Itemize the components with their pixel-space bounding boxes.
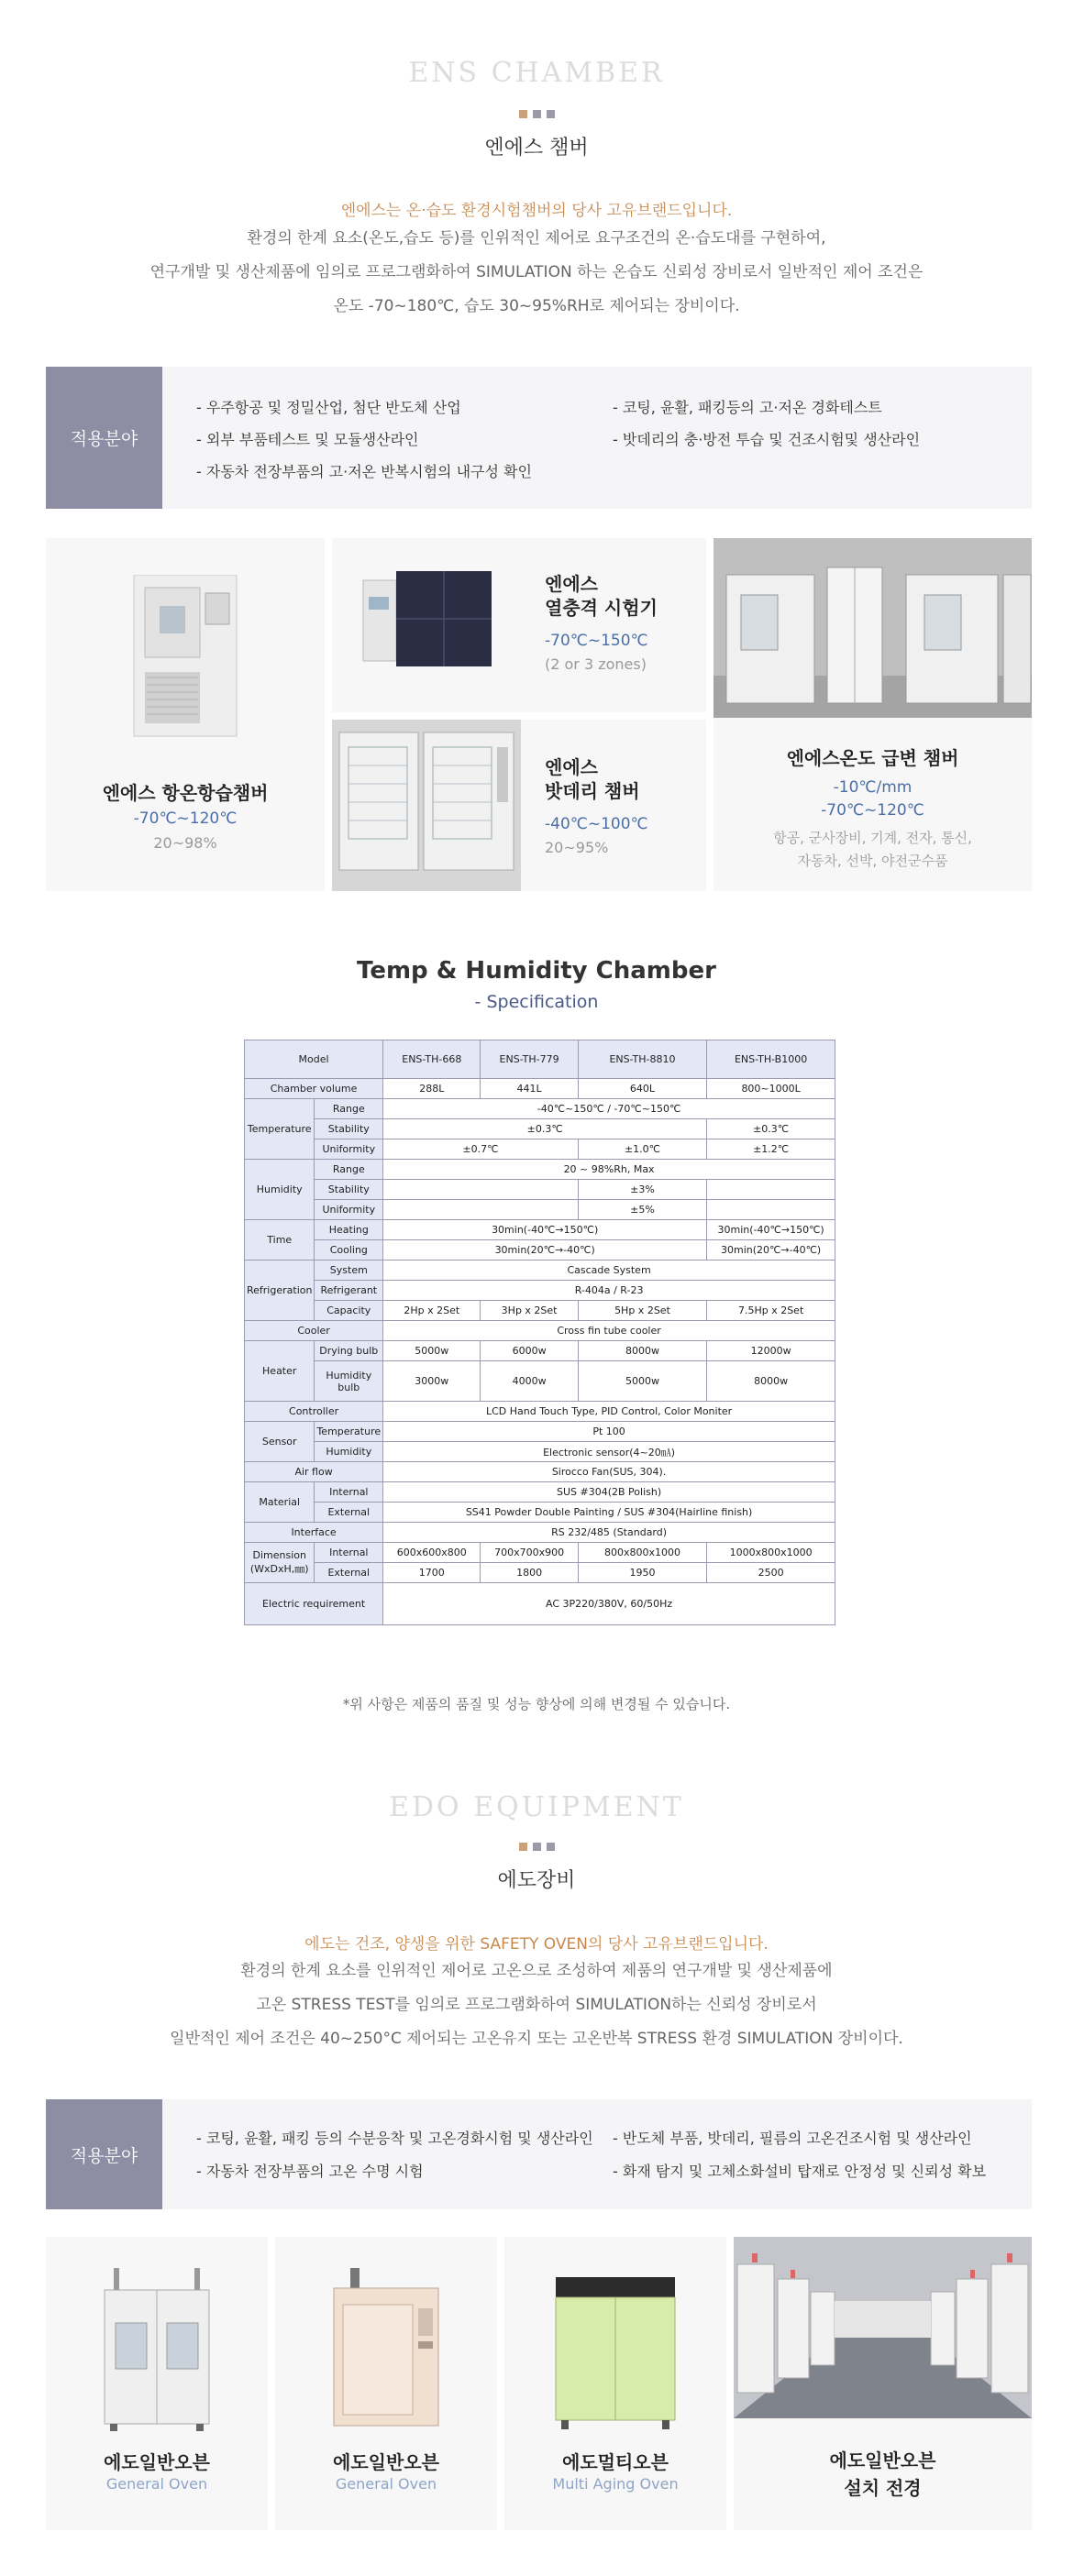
table-row: Refrigerant R-404a / R-23 (245, 1281, 835, 1301)
spec-footnote: *위 사항은 제품의 품질 및 성능 향상에 의해 변경될 수 있습니다. (342, 1696, 731, 1712)
table-row: Humidity bulb 3000w 4000w 5000w 8000w (245, 1361, 835, 1402)
card-title-line1: 엔에스 (545, 756, 598, 778)
table-row: Sensor Temperature Pt 100 (245, 1422, 835, 1442)
card-temperature: -40℃~100℃ (545, 815, 648, 833)
ens-application-box (46, 367, 1032, 509)
product-card-general-oven[interactable] (275, 2237, 497, 2530)
table-row: Time Heating 30min(-40℃→150℃) 30min(-40℃→150℃) (245, 1220, 835, 1240)
title-dots (0, 110, 1073, 118)
table-row: Uniformity ±0.7℃ ±1.0℃ ±1.2℃ (245, 1139, 835, 1160)
title-dots (0, 1843, 1073, 1851)
edo-lead: 에도는 건조, 양생을 위한 SAFETY OVEN의 당사 고유브랜드입니다. (304, 1935, 769, 1954)
application-label: 적용분야 (46, 2099, 162, 2209)
table-row: Air flow Sirocco Fan(SUS, 304). (245, 1462, 835, 1482)
spec-subtitle: - Specification (474, 992, 599, 1012)
card-temperature: -70℃~150℃ (545, 632, 648, 650)
card-applications: 자동차, 선박, 야전군수품 (797, 853, 948, 869)
card-temperature: -70℃~120℃ (821, 801, 924, 820)
table-row: Controller LCD Hand Touch Type, PID Control, Color Moniter (245, 1402, 835, 1422)
product-card-humidity-chamber[interactable] (46, 538, 325, 891)
edo-section-subtitle: 에도장비 (497, 1869, 576, 1892)
ens-description: 환경의 한계 요소(온도,습도 등)를 인위적인 제어로 요구조건의 온·습도대를 구현하여, 연구개발 및 생산제품에 임의로 프로그램화하여 SIMULATION 하는 온습도 신뢰성 장비로서 일반적인 제어 조건은 온도 -70~180℃, 습도 30~95%RH로 제어되는 장비이다. (149, 229, 924, 315)
rapid-chamber-image (713, 538, 1032, 718)
ens-section-title: ENS CHAMBER (408, 57, 665, 89)
application-item: - 외부 부품테스트 및 모듈생산라인 (196, 431, 419, 448)
product-card-thermal-shock[interactable] (332, 538, 706, 712)
edo-description: 환경의 한계 요소를 인위적인 제어로 고온으로 조성하여 제품의 연구개발 및 생산제품에 고온 STRESS TEST를 임의로 프로그램화하여 SIMULATION하는 신뢰성 장비로서 일반적인 제어 조건은 40~250°C 제어되는 고온유지 또는 고온반복 STRESS 환경 SIMULATION 장비이다. (170, 1962, 903, 2048)
product-card-installation-view[interactable] (734, 2237, 1032, 2530)
table-row: Capacity 2Hp x 2Set 3Hp x 2Set 5Hp x 2Set 7.5Hp x 2Set (245, 1301, 835, 1321)
card-title: 엔에스온도 급변 챔버 (786, 747, 959, 769)
application-item: - 자동차 전장부품의 고온 수명 시험 (196, 2163, 424, 2180)
edo-section-title: EDO EQUIPMENT (389, 1791, 684, 1823)
table-row: Humidity Electronic sensor(4~20㎃) (245, 1442, 835, 1462)
table-row: Cooler Cross fin tube cooler (245, 1321, 835, 1341)
thermal-shock-image (360, 566, 497, 676)
table-row: Stability ±3% (245, 1180, 835, 1200)
application-label: 적용분야 (46, 367, 162, 509)
table-row: Heater Drying bulb 5000w 6000w 8000w 12000w (245, 1341, 835, 1361)
card-title-line1: 에도일반오븐 (829, 2449, 936, 2471)
battery-chamber-image (332, 720, 521, 891)
product-card-general-oven[interactable] (46, 2237, 268, 2530)
table-row: External 1700 1800 1950 2500 (245, 1563, 835, 1583)
card-title: 에도일반오븐 (333, 2451, 439, 2473)
card-rate: -10℃/mm (833, 778, 913, 797)
table-row: Chamber volume 288L 441L 640L 800~1000L (245, 1079, 835, 1099)
card-applications: 항공, 군사장비, 기계, 전자, 통신, (773, 830, 972, 846)
table-row: Dimension (WxDxH,㎜) Internal 600x600x800 700x700x900 800x800x1000 1000x800x1000 (245, 1543, 835, 1563)
card-temperature: -70℃~120℃ (133, 809, 238, 828)
table-row: Stability ±0.3℃ ±0.3℃ (245, 1119, 835, 1139)
general-oven-image (97, 2268, 216, 2433)
product-card-rapid-chamber[interactable] (713, 538, 1032, 891)
table-row: External SS41 Powder Double Painting / SUS #304(Hairline finish) (245, 1503, 835, 1523)
multi-aging-oven-image (548, 2277, 682, 2433)
card-humidity-range: 20~98% (153, 834, 217, 852)
table-row: Refrigeration System Cascade System (245, 1260, 835, 1281)
ens-lead: 엔에스는 온·습도 환경시험챔버의 당사 고유브랜드입니다. (340, 202, 733, 220)
table-row: Material Internal SUS #304(2B Polish) (245, 1482, 835, 1503)
application-item: - 밧데리의 충·방전 투습 및 건조시험및 생산라인 (613, 431, 921, 448)
application-item: - 자동차 전장부품의 고·저온 반복시험의 내구성 확인 (196, 463, 532, 480)
table-row: Uniformity ±5% (245, 1200, 835, 1220)
card-english-title: General Oven (335, 2475, 437, 2493)
card-title-line1: 엔에스 (545, 573, 598, 595)
application-item: - 반도체 부품, 밧데리, 필름의 고온건조시험 및 생산라인 (613, 2130, 972, 2147)
card-english-title: Multi Aging Oven (552, 2475, 679, 2493)
card-humidity-range: 20~95% (545, 839, 609, 856)
card-title-line2: 밧데리 챔버 (545, 780, 640, 802)
card-title-line2: 열충격 시험기 (545, 597, 658, 619)
product-card-battery-chamber[interactable] (332, 720, 706, 891)
application-item: - 화재 탐지 및 고체소화설비 탑재로 안정성 및 신뢰성 확보 (613, 2163, 987, 2180)
product-card-multi-aging-oven[interactable] (504, 2237, 726, 2530)
humidity-chamber-image (127, 575, 244, 740)
card-title-line2: 설치 전경 (844, 2477, 922, 2499)
card-title: 에도일반오븐 (104, 2451, 210, 2473)
card-english-title: General Oven (105, 2475, 208, 2493)
edo-application-box (46, 2099, 1032, 2209)
table-row: Temperature Range -40℃~150℃ / -70℃~150℃ (245, 1099, 835, 1119)
table-row: Model ENS-TH-668 ENS-TH-779 ENS-TH-8810 ENS-TH-B1000 (245, 1040, 835, 1079)
application-item: - 코팅, 윤활, 패킹 등의 수분응착 및 고온경화시험 및 생산라인 (196, 2130, 593, 2147)
spec-title: Temp & Humidity Chamber (357, 957, 716, 985)
specification-table (244, 1040, 835, 1625)
general-oven-image (326, 2268, 446, 2433)
card-title: 엔에스 항온항습챔버 (102, 782, 269, 804)
installation-view-image (734, 2237, 1032, 2418)
table-row: Interface RS 232/485 (Standard) (245, 1523, 835, 1543)
application-item: - 코팅, 윤활, 패킹등의 고·저온 경화테스트 (613, 399, 882, 416)
ens-section-subtitle: 엔에스 챔버 (484, 137, 589, 160)
card-title: 에도멀티오븐 (562, 2451, 669, 2473)
table-row: Cooling 30min(20℃→-40℃) 30min(20℃→-40℃) (245, 1240, 835, 1260)
table-row: Electric requirement AC 3P220/380V, 60/50Hz (245, 1583, 835, 1625)
application-item: - 우주항공 및 정밀산업, 첨단 반도체 산업 (196, 399, 461, 416)
card-zones: (2 or 3 zones) (545, 655, 647, 673)
table-row: Humidity Range 20 ~ 98%Rh, Max (245, 1160, 835, 1180)
